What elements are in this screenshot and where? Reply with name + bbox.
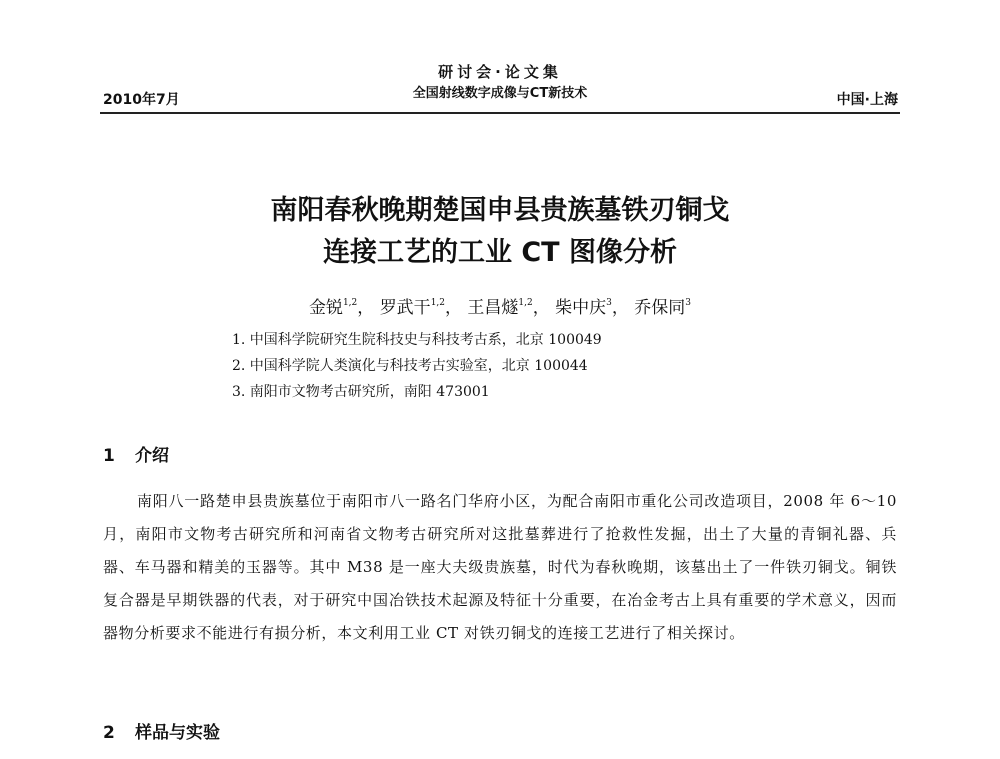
- title-line-1: 南阳春秋晚期楚国申县贵族墓铁刃铜戈: [270, 195, 730, 226]
- header-center: [330, 60, 670, 104]
- section-heading-introduction: [103, 441, 169, 466]
- section-title: 样品与实验: [135, 723, 220, 743]
- author: 王昌燧$^{1,2}$: [467, 298, 533, 318]
- title-line-2: 连接工艺的工业 CT 图像分析: [322, 237, 678, 268]
- author: 罗武干$^{1,2}$: [379, 298, 446, 318]
- body-paragraph: 南阳八一路楚申县贵族墓位于南阳市八一路名门华府小区，为配合南阳市重化公司改造项目，2008 年 6～10 月，南阳市文物考古研究所和河南省文物考古研究所对这批墓葬进行了抢救性发掘，出土了大量的青铜礼器、兵器、车马器和精美的玉器等。其中 M38 是一座大夫级贵族墓，时代为春秋晚期，该墓出土了一件铁刃铜戈。铜铁复合器是早期铁器的代表，对于研究中国冶铁技术起源及特征十分重要，在冶金考古上具有重要的学术意义，因而器物分析要求不能进行有损分析，本文利用工业 CT 对铁刃铜戈的连接工艺进行了相关探讨。: [103, 492, 897, 642]
- section-number: 1: [103, 446, 115, 466]
- header-rule: [100, 112, 900, 114]
- paper-title: [150, 190, 850, 274]
- affiliation: 3. 南阳市文物考古研究所，南阳 473001: [232, 384, 490, 400]
- author: 柴中庆$^3$: [555, 298, 612, 318]
- section-heading-samples: [103, 718, 220, 743]
- author: 乔保同$^3$: [634, 298, 692, 318]
- header-date: 2010年7月: [103, 92, 180, 108]
- header-series: 研讨会·论文集: [438, 63, 562, 81]
- header-location: 中国·上海: [836, 92, 898, 108]
- affiliation: 1. 中国科学院研究生院科技史与科技考古系，北京 100049: [232, 332, 602, 348]
- affiliation: 2. 中国科学院人类演化与科技考古实验室，北京 100044: [232, 358, 588, 374]
- section-title: 介绍: [135, 446, 169, 466]
- header-conference: 全国射线数字成像与CT新技术: [412, 86, 588, 101]
- affiliation-list: [232, 327, 602, 405]
- author: 金锐$^{1,2}$: [308, 298, 358, 318]
- author-list: 金锐$^{1,2}$， 罗武干$^{1,2}$， 王昌燧$^{1,2}$， 柴中庆$^3$， 乔保同$^3$: [308, 298, 692, 318]
- section-number: 2: [103, 723, 115, 743]
